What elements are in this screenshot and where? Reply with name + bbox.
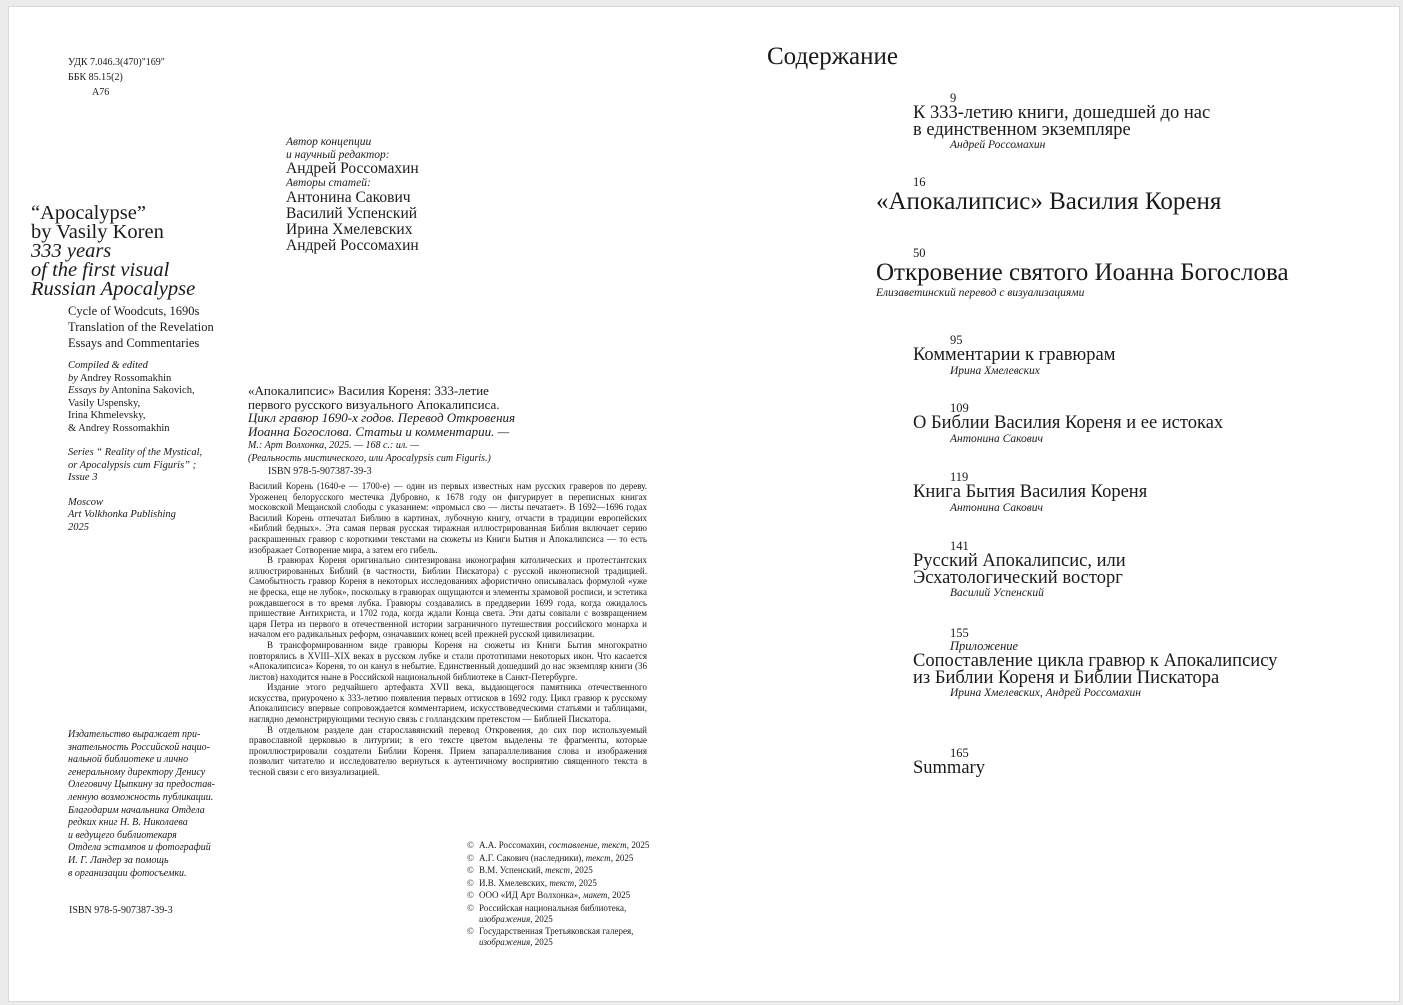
description-line: Essays and Commentaries [68, 336, 200, 350]
copyright-block [467, 840, 667, 950]
concept-label: и научный редактор: [286, 148, 390, 161]
copyright-role: изображения, [479, 937, 533, 947]
copyright-year: 2025 [578, 877, 597, 888]
thanks-line: генеральному директору Денису [68, 766, 206, 778]
compiled-label: Compiled & edited [68, 360, 148, 371]
thanks-line: и ведущего библиотекаря [68, 829, 177, 841]
english-title-line: by Vasily Koren [31, 221, 164, 243]
english-description [68, 303, 268, 351]
toc-page-number: 119 [950, 470, 969, 484]
toc-page-number: 50 [913, 246, 926, 260]
copyright-name: А.А. Россомахин, [479, 840, 547, 850]
article-author: Антонина Сакович [286, 188, 411, 206]
copyright-row [467, 853, 667, 864]
toc-title: Summary [913, 758, 985, 778]
russian-authors [286, 136, 546, 254]
copyright-year: 2025 [631, 840, 650, 850]
copyright-symbol: © [467, 852, 474, 863]
toc-item[interactable] [876, 175, 1221, 215]
toc-item[interactable] [913, 626, 1277, 700]
thanks-line: Отдела эстампов и фотографий [68, 842, 211, 854]
copyright-row [467, 865, 667, 876]
articles-label: Авторы статей: [286, 177, 371, 189]
toc-item[interactable] [876, 246, 1289, 300]
article-author: Ирина Хмелевских [286, 220, 413, 238]
toc-item[interactable] [913, 333, 1115, 378]
toc-title: в единственном экземпляре [913, 119, 1131, 140]
copyright-year: 2025 [574, 865, 593, 875]
bib-publication [248, 440, 648, 465]
copyright-symbol: © [467, 840, 474, 850]
copyright-symbol: © [467, 877, 474, 888]
toc-page-number: 9 [950, 91, 957, 105]
essays-label: Essays by [68, 385, 110, 396]
english-credits [68, 360, 278, 534]
classification-codes [68, 55, 165, 100]
toc-title: Откровение святого Иоанна Богослова [876, 259, 1289, 286]
toc-title: «Апокалипсис» Василия Кореня [876, 188, 1222, 215]
copyright-name: ООО «ИД Арт Волхонка», [479, 890, 581, 900]
publisher-line: Art Volkhonka Publishing [68, 509, 176, 520]
toc-title: Эсхатологический восторг [913, 567, 1123, 588]
copyright-year: 2025 [612, 890, 631, 900]
toc-title: К 333-летию книги, дошедшей до нас [913, 103, 1211, 123]
toc-item[interactable] [913, 401, 1223, 446]
copyright-role: текст, [545, 865, 573, 875]
concept-label: Автор концепции [286, 136, 372, 148]
copyright-row [467, 878, 667, 889]
series-line: or Apocalypsis cum Figuris” ; [68, 459, 197, 471]
thanks-line: ленную возможность публикации. [68, 791, 214, 803]
bbk-code: ББК 85.15(2) [68, 72, 123, 83]
copyright-role: изображения, [479, 913, 533, 924]
contents-heading: Содержание [767, 43, 898, 70]
toc-item[interactable] [913, 539, 1126, 600]
abstract-paragraph: В трансформированном виде гравюры Кореня на сюжеты из Книги Бытия многократно повторялись в XVIII–XIX веках в русском лубке и стали прототипами некоторых икон. Что касается «Апокалипсиса» Кореня, то он канул в небытие. Единственный дошедший до нас экземпляр книги (36 листов) находится ныне в Российской национальной библиотеке в Санкт-Петербурге. [249, 639, 647, 682]
toc-item[interactable] [913, 91, 1210, 152]
udk-code: УДК 7.046.3(470)"169" [68, 57, 165, 68]
toc-title: О Библии Василия Кореня и ее истоках [913, 413, 1224, 433]
thanks-line: Благодарим начальника Отдела [68, 804, 205, 816]
copyright-symbol: © [467, 890, 474, 900]
toc-item[interactable] [913, 746, 985, 777]
series-line: Series “ Reality of the Mystical, [68, 447, 203, 458]
essays-name: Antonina Sakovich, [111, 385, 195, 396]
copyright-row [467, 926, 667, 948]
compiled-by: by [68, 372, 78, 384]
copyright-symbol: © [467, 902, 474, 913]
thanks-line: редких книг Н. В. Николаева [68, 817, 188, 829]
essays-name: Irina Khmelevsky, [68, 410, 146, 421]
thanks-line: знательность Российской нацио- [68, 741, 211, 753]
article-author: Андрей Россомахин [286, 236, 419, 254]
toc-page-number: 109 [950, 401, 969, 415]
isbn-middle: ISBN 978-5-907387-39-3 [268, 466, 372, 477]
toc-author: Ирина Хмелевских [950, 364, 1040, 377]
description-line: Cycle of Woodcuts, 1690s [68, 304, 200, 318]
copyright-role: текст, [549, 877, 577, 888]
bib-subtitle: Иоанна Богослова. Статьи и комментарии. — [248, 423, 510, 439]
english-title-line: “Apocalypse” [31, 202, 146, 224]
toc-author: Антонина Сакович [950, 432, 1043, 445]
thanks-line: Олеговичу Цыпкину за предостав- [68, 779, 215, 791]
copyright-name: И.В. Хмелевских, [479, 877, 548, 888]
abstract-paragraph: В гравюрах Кореня оригинально синтезирована иконография католических и протестантских иллюстрированных Библий (в частности, Библии Пискатора) с русской иконописной традицией. Самобытность гравюр Кореня в некоторых исследованиях афористично описывалась формулой «уже не фреска, еще не лубок», поскольку в гравюрах ощущаются и элементы храмовой росписи, и эстетика рождавшегося в то время лубка. Гравюры создавались в преддверии 1699 года, когда ожидалось пришествие Антихриста, и 1702 года, когда ждали Конца света. Эти даты совпали с возвращением царя Петра из первого в отечественной истории заграничного путешествия российского монарха и началом его радикальных реформ, означавших конец всей прежней русской цивилизации. [249, 555, 647, 640]
compiled-name: Andrey Rossomakhin [79, 372, 172, 384]
author-mark: А76 [92, 87, 110, 98]
english-subtitle-line: of the first visual [31, 259, 170, 281]
copyright-symbol: © [467, 865, 474, 875]
abstract-paragraph: Издание этого редчайшего артефакта XVII века, выдающегося памятника отечественного искусства, приурочено к 333-летию появления первых оттисков в 1692 году. Цикл гравюр к русскому Апокалипсису впервые сопровождается комментарием, искусствоведческими статьями и таблицами, наглядно демонстрирующими тесную связь с голландским претекстом — Библией Пискатора. [249, 682, 647, 725]
copyright-year: 2025 [534, 913, 553, 924]
toc-prefix: Приложение [950, 639, 1019, 653]
toc-author: Андрей Россомахин [950, 139, 1046, 151]
thanks-line: в организации фотосъемки. [68, 867, 187, 879]
toc-page-number: 95 [950, 333, 963, 347]
abstract [249, 481, 647, 778]
toc-title: Книга Бытия Василия Кореня [913, 482, 1148, 502]
toc-author: Ирина Хмелевских, Андрей Россомахин [950, 687, 1141, 699]
publisher-line: 2025 [68, 521, 89, 533]
thanks-line: Издательство выражает при- [68, 729, 201, 740]
bibliographic-record [248, 384, 648, 465]
toc-author: Антонина Сакович [950, 501, 1043, 514]
toc-page-number: 141 [950, 539, 969, 553]
copyright-year: 2025 [534, 937, 553, 947]
copyright-year: 2025 [615, 852, 634, 863]
toc-title: из Библии Кореня и Библии Пискатора [913, 667, 1220, 688]
toc-author: Василий Успенский [950, 587, 1044, 599]
copyright-row [467, 903, 667, 925]
isbn-left: ISBN 978-5-907387-39-3 [69, 905, 173, 916]
description-line: Translation of the Revelation [68, 320, 214, 334]
series-line: Issue 3 [68, 472, 98, 483]
copyright-role: составление, текст, [548, 840, 630, 850]
book-spread [8, 6, 1400, 1002]
english-subtitle-line: Russian Apocalypse [31, 278, 196, 300]
bib-subtitle: Цикл гравюр 1690-х годов. Перевод Откровения [248, 410, 516, 425]
bib-pub-line: (Реальность мистического, или Apocalypsis cum Figuris.) [248, 452, 491, 464]
toc-item[interactable] [913, 470, 1147, 515]
copyright-role: текст, [585, 852, 614, 863]
copyright-symbol: © [467, 926, 474, 936]
concept-name: Андрей Россомахин [286, 160, 419, 177]
toc-subtitle: Елизаветинский перевод с визуализациями [876, 287, 1085, 299]
copyright-name: Государственная Третьяковская галерея, [479, 926, 634, 936]
english-subtitle-line: 333 years [31, 240, 112, 262]
essays-name: & Andrey Rossomakhin [68, 422, 170, 434]
essays-name: Vasily Uspensky, [68, 397, 141, 409]
copyright-name: А.Г. Сакович (наследники), [479, 852, 584, 863]
acknowledgements [68, 729, 258, 880]
copyright-role: макет, [582, 890, 610, 900]
copyright-row [467, 840, 667, 851]
toc-page-number: 165 [950, 746, 969, 760]
bib-title: «Апокалипсис» Василия Кореня: 333-летие [248, 383, 489, 398]
toc-page-number: 155 [950, 626, 969, 640]
bib-title: первого русского визуального Апокалипсиса. [248, 396, 500, 412]
english-title [31, 204, 261, 299]
thanks-line: нальной библиотеке и лично [68, 754, 189, 766]
toc-title: Сопоставление цикла гравюр к Апокалипсису [913, 651, 1278, 671]
toc-page-number: 16 [913, 175, 926, 189]
abstract-paragraph: Василий Корень (1640-е — 1700-е) — один из первых известных нам русских граверов по дереву. Уроженец белорусского местечка Дубровно, к 1678 году он фигурирует в переписных книгах московской Мещанской слободы с указанием: «промысл сво — листы печатает». В 1692—1696 годах Василий Корень отпечатал Библию в картинах, лубочную книгу, отчасти в традиции европейских «Библий бедных». Эта самая первая русская тиражная иллюстрированная Библия включает серию раскрашенных гравюр с короткими текстами на сюжеты из Книги Бытия и Апокалипсиса — то есть изображает Сотворение мира, а затем его гибель. [249, 481, 647, 555]
publisher-line: Moscow [68, 496, 103, 508]
abstract-paragraph: В отдельном разделе дан старославянский перевод Откровения, до сих пор используемый православной церковью в литургии; в его тексте цветом выделены те фрагменты, которые проиллюстрировали создатели Библии Кореня. Прием запараллеливания слова и изображения позволит читателю и исследователю вернуться к аутентичному восприятию священного текста в тесной связи с его визуализацией. [249, 724, 647, 778]
bib-pub-line: М.: Арт Волхонка, 2025. — 168 с.: ил. — [248, 440, 420, 451]
copyright-row [467, 890, 667, 901]
toc-title: Комментарии к гравюрам [913, 345, 1116, 365]
thanks-line: И. Г. Ландер за помощь [68, 854, 169, 866]
article-author: Василий Успенский [286, 204, 418, 222]
copyright-name: Российская национальная библиотека, [479, 902, 627, 913]
toc-title: Русский Апокалипсис, или [913, 551, 1126, 571]
copyright-name: В.М. Успенский, [479, 865, 543, 875]
